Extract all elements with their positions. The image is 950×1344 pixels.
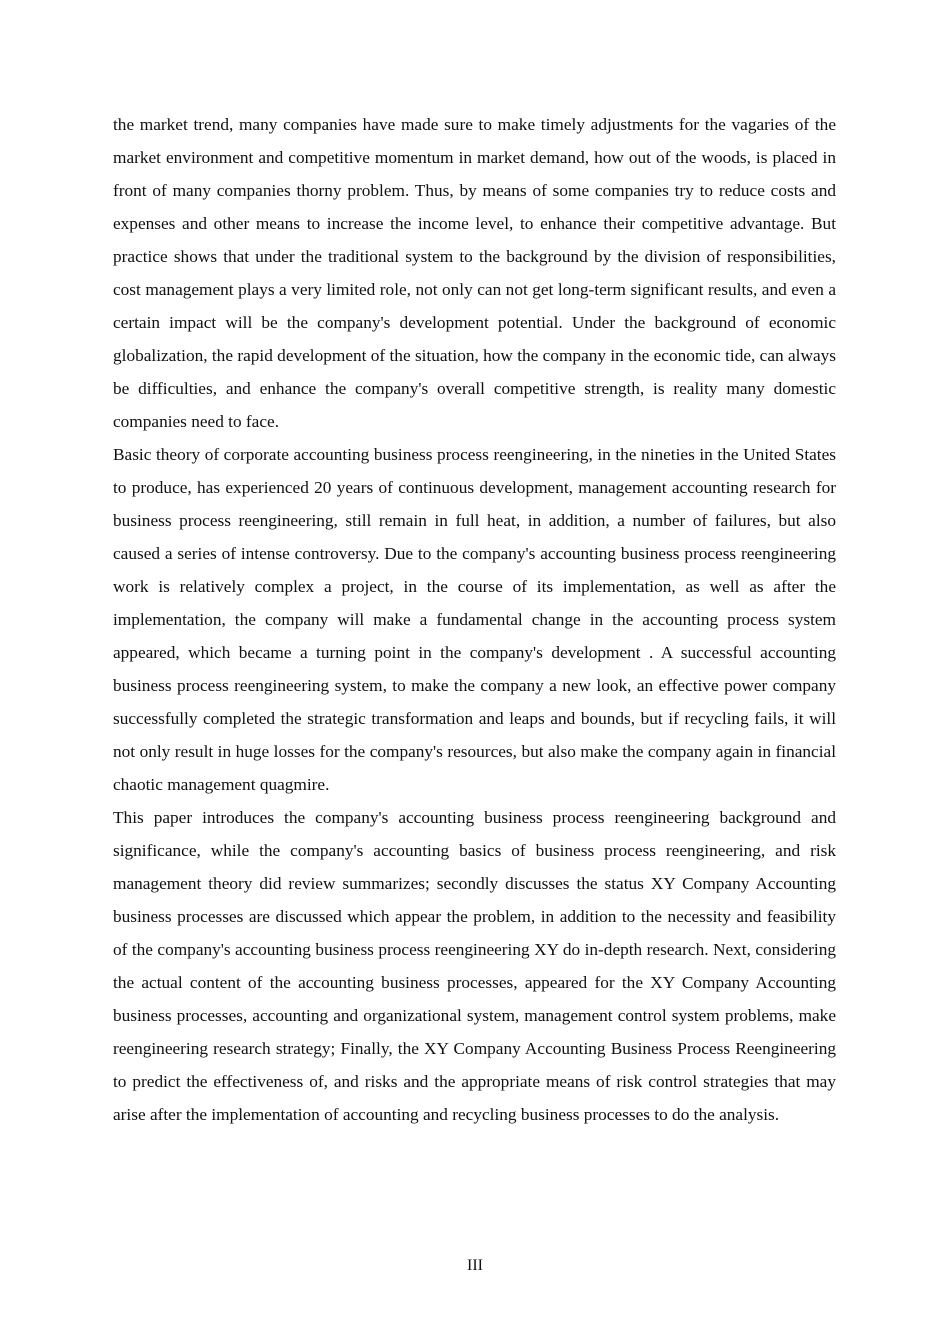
paragraph-3: This paper introduces the company's accounting business process reengineering background and significance, while the company's accounting basics of business process reengineering, and risk management theory did review summarizes; secondly discusses the status XY Company Accounting business processes are discussed which appear the problem, in addition to the necessity and feasibility of the company's accounting business process reengineering XY do in-depth research. Next, considering the actual content of the accounting business processes, appeared for the XY Company Accounting business processes, accounting and organizational system, management control system problems, make reengineering research strategy; Finally, the XY Company Accounting Business Process Reengineering to predict the effectiveness of, and risks and the appropriate means of risk control strategies that may arise after the implementation of accounting and recycling business processes to do the analysis. <box>113 808 836 1124</box>
page-number: III <box>467 1257 483 1274</box>
paragraph-1: the market trend, many companies have made sure to make timely adjustments for the vagaries of the market environment and competitive momentum in market demand, how out of the woods, is placed in front of many companies thorny problem. Thus, by means of some companies try to reduce costs and expenses and other means to increase the income level, to enhance their competitive advantage. But practice shows that under the traditional system to the background by the division of responsibilities, cost management plays a very limited role, not only can not get long-term significant results, and even a certain impact will be the company's development potential. Under the background of economic globalization, the rapid development of the situation, how the company in the economic tide, can always be difficulties, and enhance the company's overall competitive strength, is reality many domestic companies need to face. <box>113 115 836 431</box>
body-text <box>113 108 836 1131</box>
paragraph-2: Basic theory of corporate accounting business process reengineering, in the nineties in the United States to produce, has experienced 20 years of continuous development, management accounting research for business process reengineering, still remain in full heat, in addition, a number of failures, but also caused a series of intense controversy. Due to the company's accounting business process reengineering work is relatively complex a project, in the course of its implementation, as well as after the implementation, the company will make a fundamental change in the accounting process system appeared, which became a turning point in the company's development . A successful accounting business process reengineering system, to make the company a new look, an effective power company successfully completed the strategic transformation and leaps and bounds, but if recycling fails, it will not only result in huge losses for the company's resources, but also make the company again in financial chaotic management quagmire. <box>113 445 836 794</box>
